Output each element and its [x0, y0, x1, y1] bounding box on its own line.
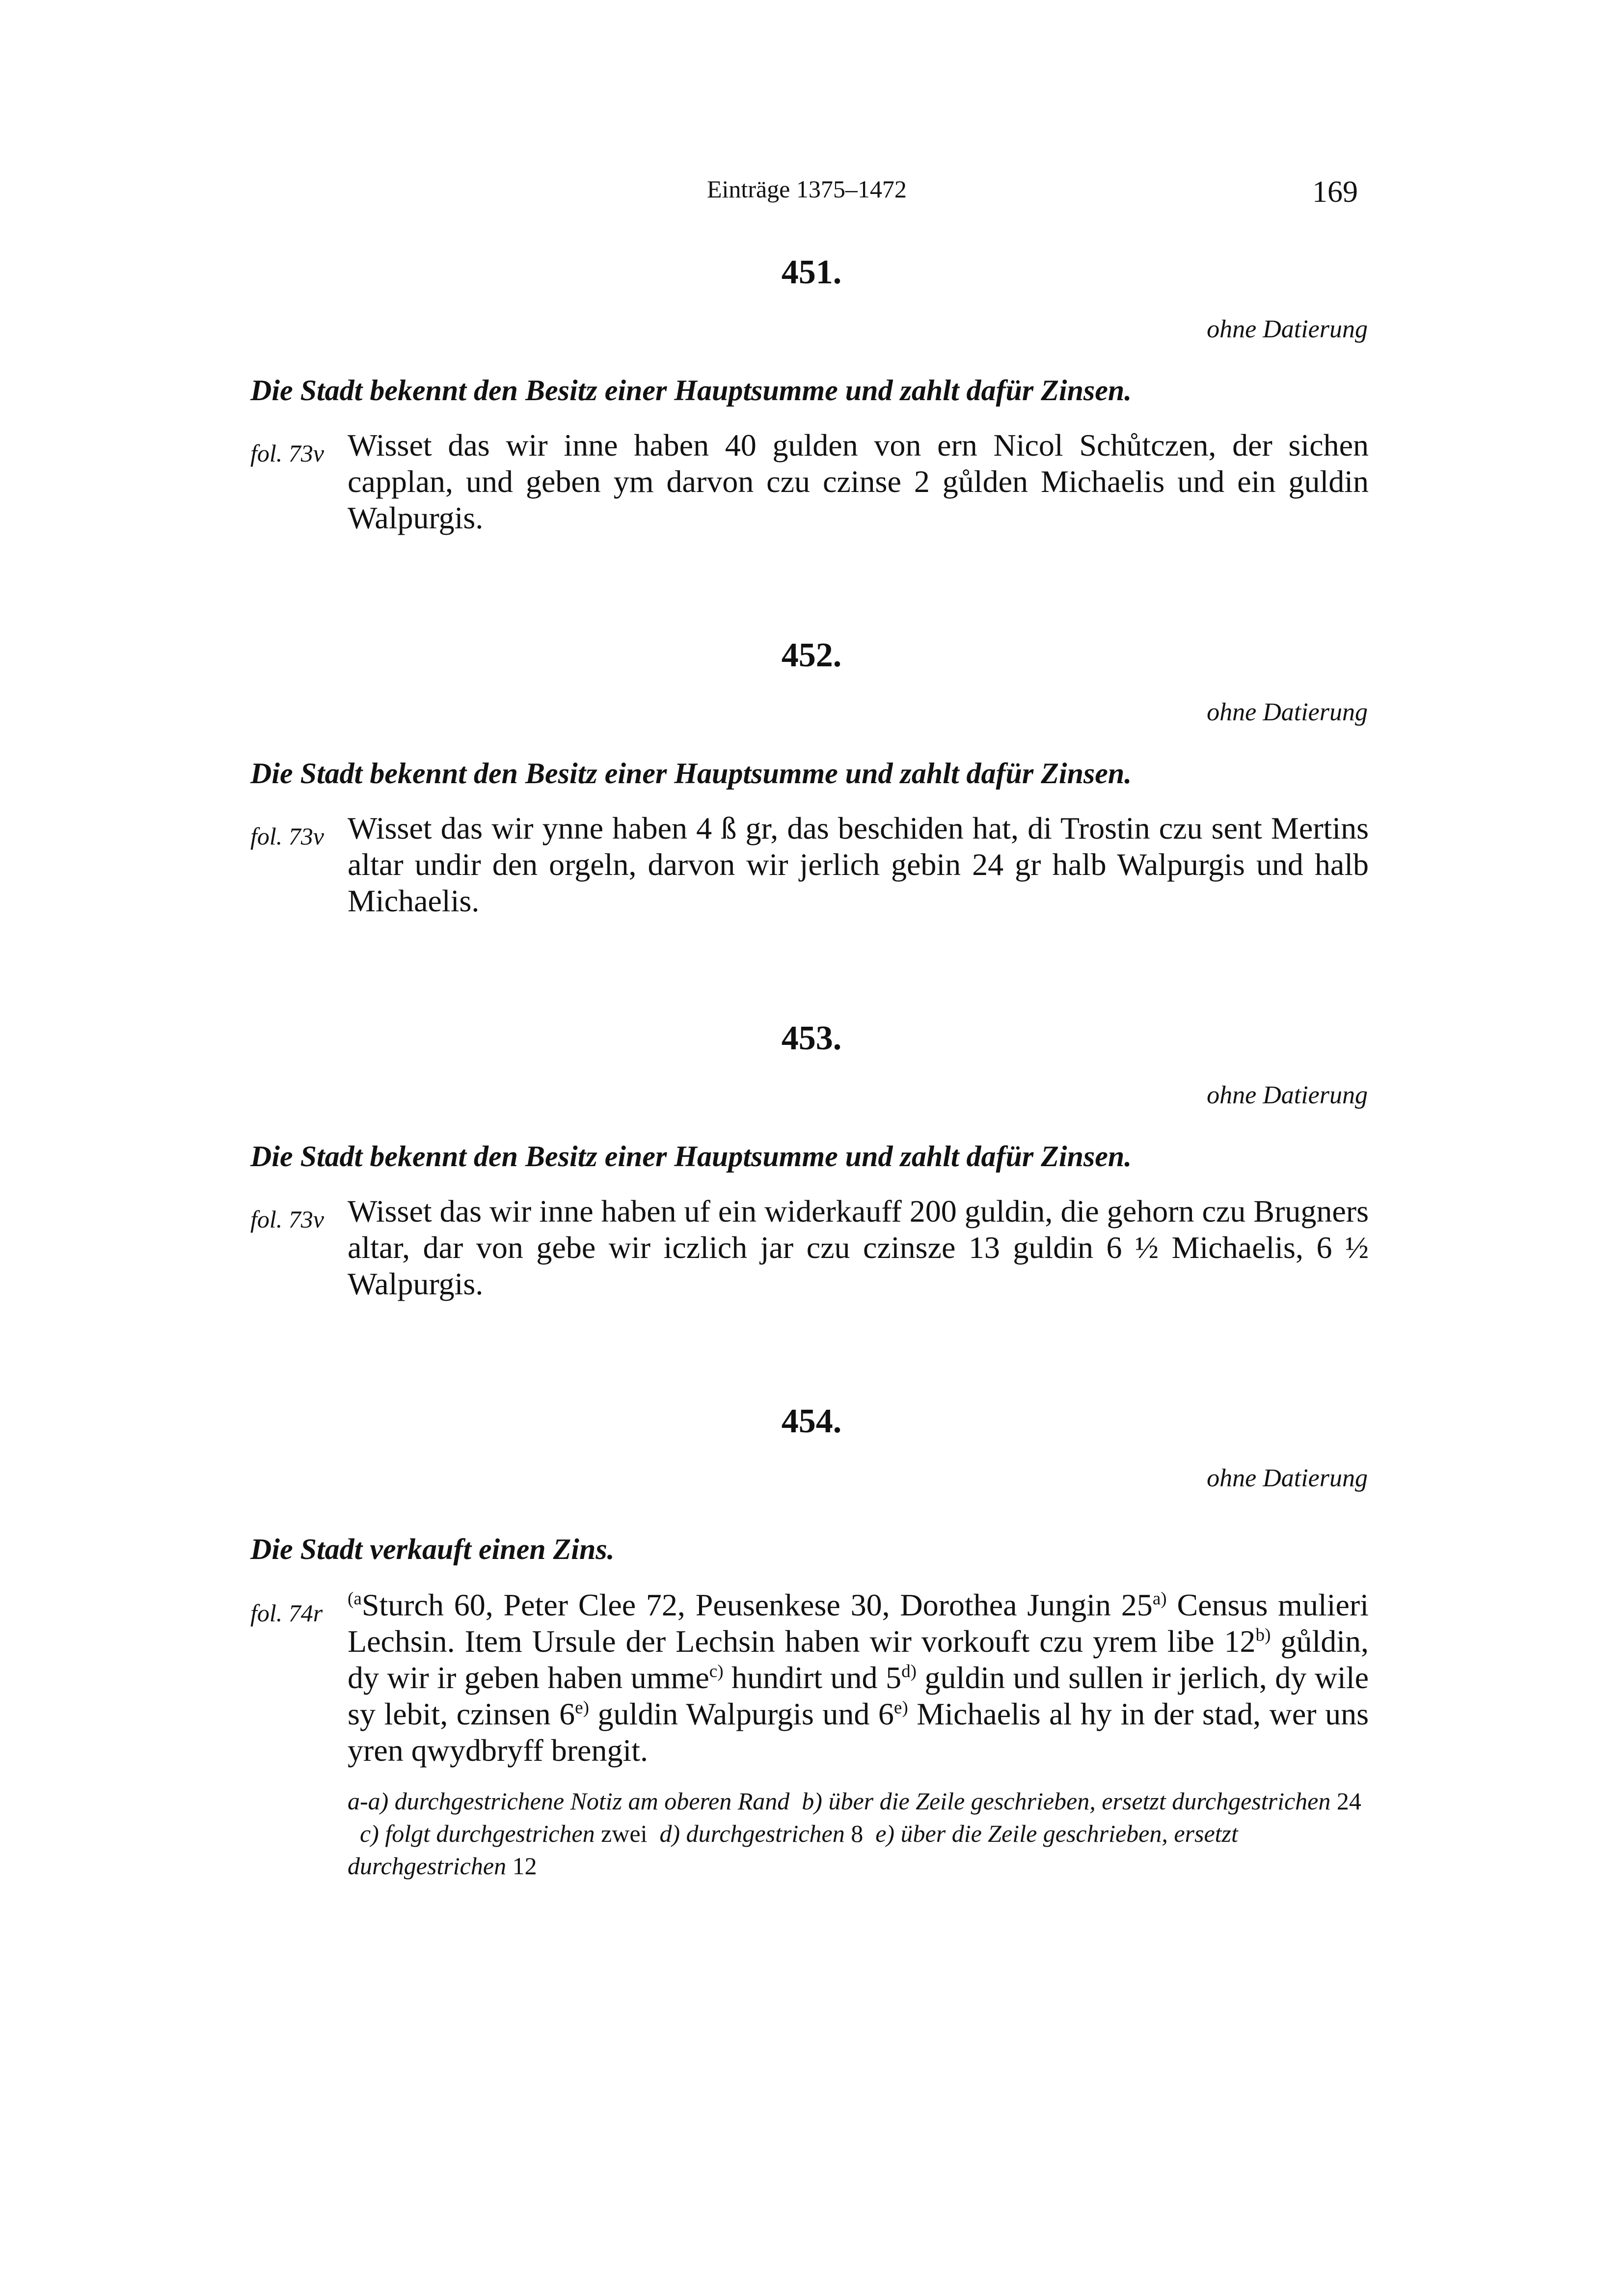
note-a: a-a) durchgestrichene Notiz am oberen Rand [348, 1787, 790, 1815]
note-mark: b) [1255, 1625, 1271, 1645]
note-mark: e) [893, 1697, 908, 1718]
entry-folio: fol. 74r [250, 1599, 323, 1627]
entry-date: ohne Datierung [1207, 1464, 1368, 1492]
note-mark: e) [575, 1697, 590, 1718]
entry-date: ohne Datierung [1207, 315, 1368, 343]
entry-regest: Die Stadt bekennt den Besitz einer Hauptsumme und zahlt dafür Zinsen. [250, 1140, 1132, 1173]
entry-folio: fol. 73v [250, 822, 324, 850]
note-b: b) über die Zeile geschrieben, ersetzt durchgestrichen [802, 1787, 1331, 1815]
text-segment: hundirt und 5 [723, 1660, 902, 1695]
note-mark: (a [348, 1588, 362, 1609]
note-b-value: 24 [1336, 1787, 1361, 1815]
entry-number: 451. [781, 253, 842, 291]
note-c-value: zwei [601, 1820, 648, 1847]
entry-regest: Die Stadt bekennt den Besitz einer Hauptsumme und zahlt dafür Zinsen. [250, 374, 1132, 407]
entry-number: 453. [781, 1019, 842, 1057]
entry-date: ohne Datierung [1207, 698, 1368, 726]
entry-text: Wisset das wir inne haben uf ein widerkauff 200 guldin, die gehorn czu Brugners altar, dar von gebe wir iczlich jar czu czinsze 13 guldin 6 ½ Michaelis, 6 ½ Walpurgis. [348, 1194, 1369, 1301]
note-e: e) über die Zeile geschrieben, ersetzt durchgestrichen [348, 1820, 1238, 1880]
entry-text [348, 1587, 1369, 1769]
entry-regest: Die Stadt bekennt den Besitz einer Hauptsumme und zahlt dafür Zinsen. [250, 757, 1132, 790]
text-segment: guldin Walpurgis und 6 [589, 1696, 894, 1731]
running-title: Einträge 1375–1472 [707, 175, 907, 203]
text-segment: guldin und sullen ir jerlich, dy wile sy lebit, czinsen 6 [348, 1660, 1369, 1731]
note-d: d) durchgestrichen [659, 1820, 845, 1847]
entry-folio: fol. 73v [250, 1205, 324, 1233]
text-segment: Sturch 60, Peter Clee 72, Peusenkese 30, Dorothea Jungin 25 [361, 1587, 1153, 1622]
text-segment: Michaelis al hy in der stad, wer uns yren qwydbryff brengit. [348, 1696, 1369, 1768]
note-mark: d) [901, 1661, 917, 1682]
entry-text: Wisset das wir ynne haben 4 ß gr, das beschiden hat, di Trostin czu sent Mertins altar undir den orgeln, darvon wir jerlich gebin 24 gr halb Walpurgis und halb Michaelis. [348, 811, 1369, 918]
note-mark: c) [709, 1661, 724, 1682]
text-segment: gůldin, dy wir ir geben haben umme [348, 1624, 1369, 1695]
entry-date: ohne Datierung [1207, 1081, 1368, 1109]
note-c: c) folgt durchgestrichen [360, 1820, 595, 1847]
entry-number: 454. [781, 1402, 842, 1440]
entry-number: 452. [781, 636, 842, 674]
note-mark: a) [1152, 1588, 1167, 1609]
note-d-value: 8 [851, 1820, 864, 1847]
page-number: 169 [1312, 175, 1358, 209]
critical-apparatus [348, 1785, 1369, 1882]
entry-regest: Die Stadt verkauft einen Zins. [250, 1533, 615, 1565]
entry-text: Wisset das wir inne haben 40 gulden von ern Nicol Schůtczen, der sichen capplan, und geben ym darvon czu czinse 2 gůlden Michaelis und ein guldin Walpurgis. [348, 428, 1369, 535]
note-e-value: 12 [512, 1852, 537, 1880]
entry-folio: fol. 73v [250, 439, 324, 467]
text-segment: Census mulieri Lechsin. Item Ursule der Lechsin haben wir vorkouft czu yrem libe 12 [348, 1587, 1369, 1659]
